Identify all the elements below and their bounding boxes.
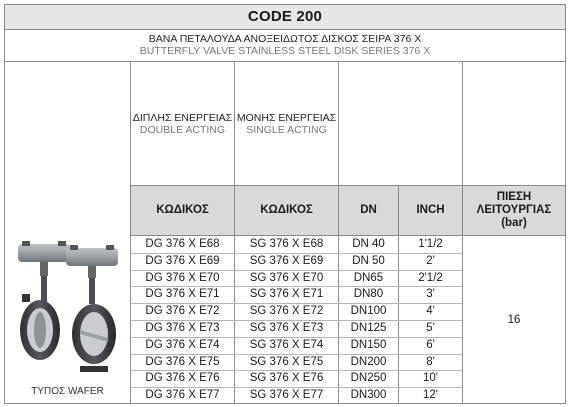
cell-double-code: DG 376 X E74 [145, 338, 220, 351]
cell-dn: DN150 [350, 338, 387, 351]
cell-single-code: SG 376 X E69 [249, 254, 324, 267]
cell-dn: DN200 [350, 355, 387, 368]
row-divider [130, 286, 462, 287]
double-acting-gr: ΔΙΠΛΗΣ ΕΝΕΡΓΕΙΑΣ [132, 112, 233, 124]
header-inch: INCH [399, 186, 462, 235]
cell-dn: DN125 [350, 322, 387, 334]
cell-single-code: SG 376 X E76 [249, 372, 324, 385]
cell-double-code: DG 376 X E68 [145, 238, 220, 250]
cell-single-code: SG 376 X E77 [249, 389, 324, 402]
type-label: ΤΥΠΟΣ WAFER [31, 386, 104, 397]
row-divider [130, 253, 462, 254]
cell-single-code: SG 376 X E71 [249, 288, 324, 301]
row-divider [130, 303, 462, 304]
header-pressure-line1: ΠΙΕΣΗ [496, 191, 532, 203]
cell-inch: 5' [426, 322, 435, 334]
pressure-value: 16 [507, 314, 521, 326]
subtitle-greek: ΒΑΝΑ ΠΕΤΑΛΟΥΔΑ ΑΝΟΞΕΙΔΩΤΟΣ ΔΙΣΚΟΣ ΣΕΙΡΑ 376 X [148, 33, 422, 45]
row-divider [130, 387, 462, 388]
row-divider [130, 270, 462, 271]
row-divider [130, 370, 462, 371]
header-code-double: ΚΩΔΙΚΟΣ [131, 186, 234, 235]
cell-inch: 2'1/2 [418, 271, 443, 284]
butterfly-valve-image [10, 238, 125, 383]
header-code-single: ΚΩΔΙΚΟΣ [235, 186, 338, 235]
cell-double-code: DG 376 X E73 [145, 322, 220, 334]
divider [4, 61, 566, 62]
cell-double-code: DG 376 X E77 [145, 389, 220, 402]
cell-single-code: SG 376 X E68 [249, 238, 324, 250]
cell-single-code: SG 376 X E72 [249, 305, 324, 318]
cell-inch: 4' [426, 305, 435, 318]
cell-single-code: SG 376 X E73 [249, 322, 324, 334]
cell-double-code: DG 376 X E70 [145, 271, 220, 284]
header-dn: DN [339, 186, 398, 235]
single-acting-gr: ΜΟΝΗΣ ΕΝΕΡΓΕΙΑΣ [236, 112, 337, 124]
cell-double-code: DG 376 X E75 [145, 355, 220, 368]
header-pressure-line3: (bar) [501, 217, 527, 229]
cell-dn: DN80 [353, 288, 384, 301]
cell-dn: DN300 [350, 389, 387, 402]
header-pressure [463, 186, 565, 235]
row-divider [130, 354, 462, 355]
cell-single-code: SG 376 X E75 [249, 355, 324, 368]
cell-inch: 10' [423, 372, 438, 385]
row-divider [130, 337, 462, 338]
cell-inch: 1'1/2 [418, 238, 443, 250]
cell-dn: DN250 [350, 372, 387, 385]
cell-inch: 2' [426, 254, 435, 267]
cell-dn: DN65 [353, 271, 384, 284]
cell-inch: 12' [423, 389, 438, 402]
single-acting-label [235, 112, 338, 136]
double-acting-label [131, 112, 234, 136]
cell-double-code: DG 376 X E76 [145, 372, 220, 385]
header-pressure-line2: ΛΕΙΤΟΥΡΓΙΑΣ [476, 204, 552, 216]
cell-inch: 6' [426, 338, 435, 351]
cell-inch: 3' [426, 288, 435, 301]
cell-double-code: DG 376 X E69 [145, 254, 220, 267]
cell-double-code: DG 376 X E71 [145, 288, 220, 301]
cell-inch: 8' [426, 355, 435, 368]
cell-dn: DN100 [350, 305, 387, 318]
cell-single-code: SG 376 X E70 [249, 271, 324, 284]
cell-double-code: DG 376 X E72 [145, 305, 220, 318]
single-acting-en: SINGLE ACTING [246, 124, 327, 136]
row-divider [130, 320, 462, 321]
cell-dn: DN 50 [352, 254, 385, 267]
cell-single-code: SG 376 X E74 [249, 338, 324, 351]
subtitle-english: BUTTERFLY VALVE STAINLESS STEEL DISK SERIES 376 X [139, 45, 431, 57]
cell-dn: DN 40 [352, 238, 385, 250]
page-title: CODE 200 [4, 4, 566, 29]
divider [4, 29, 566, 30]
double-acting-en: DOUBLE ACTING [139, 124, 226, 136]
